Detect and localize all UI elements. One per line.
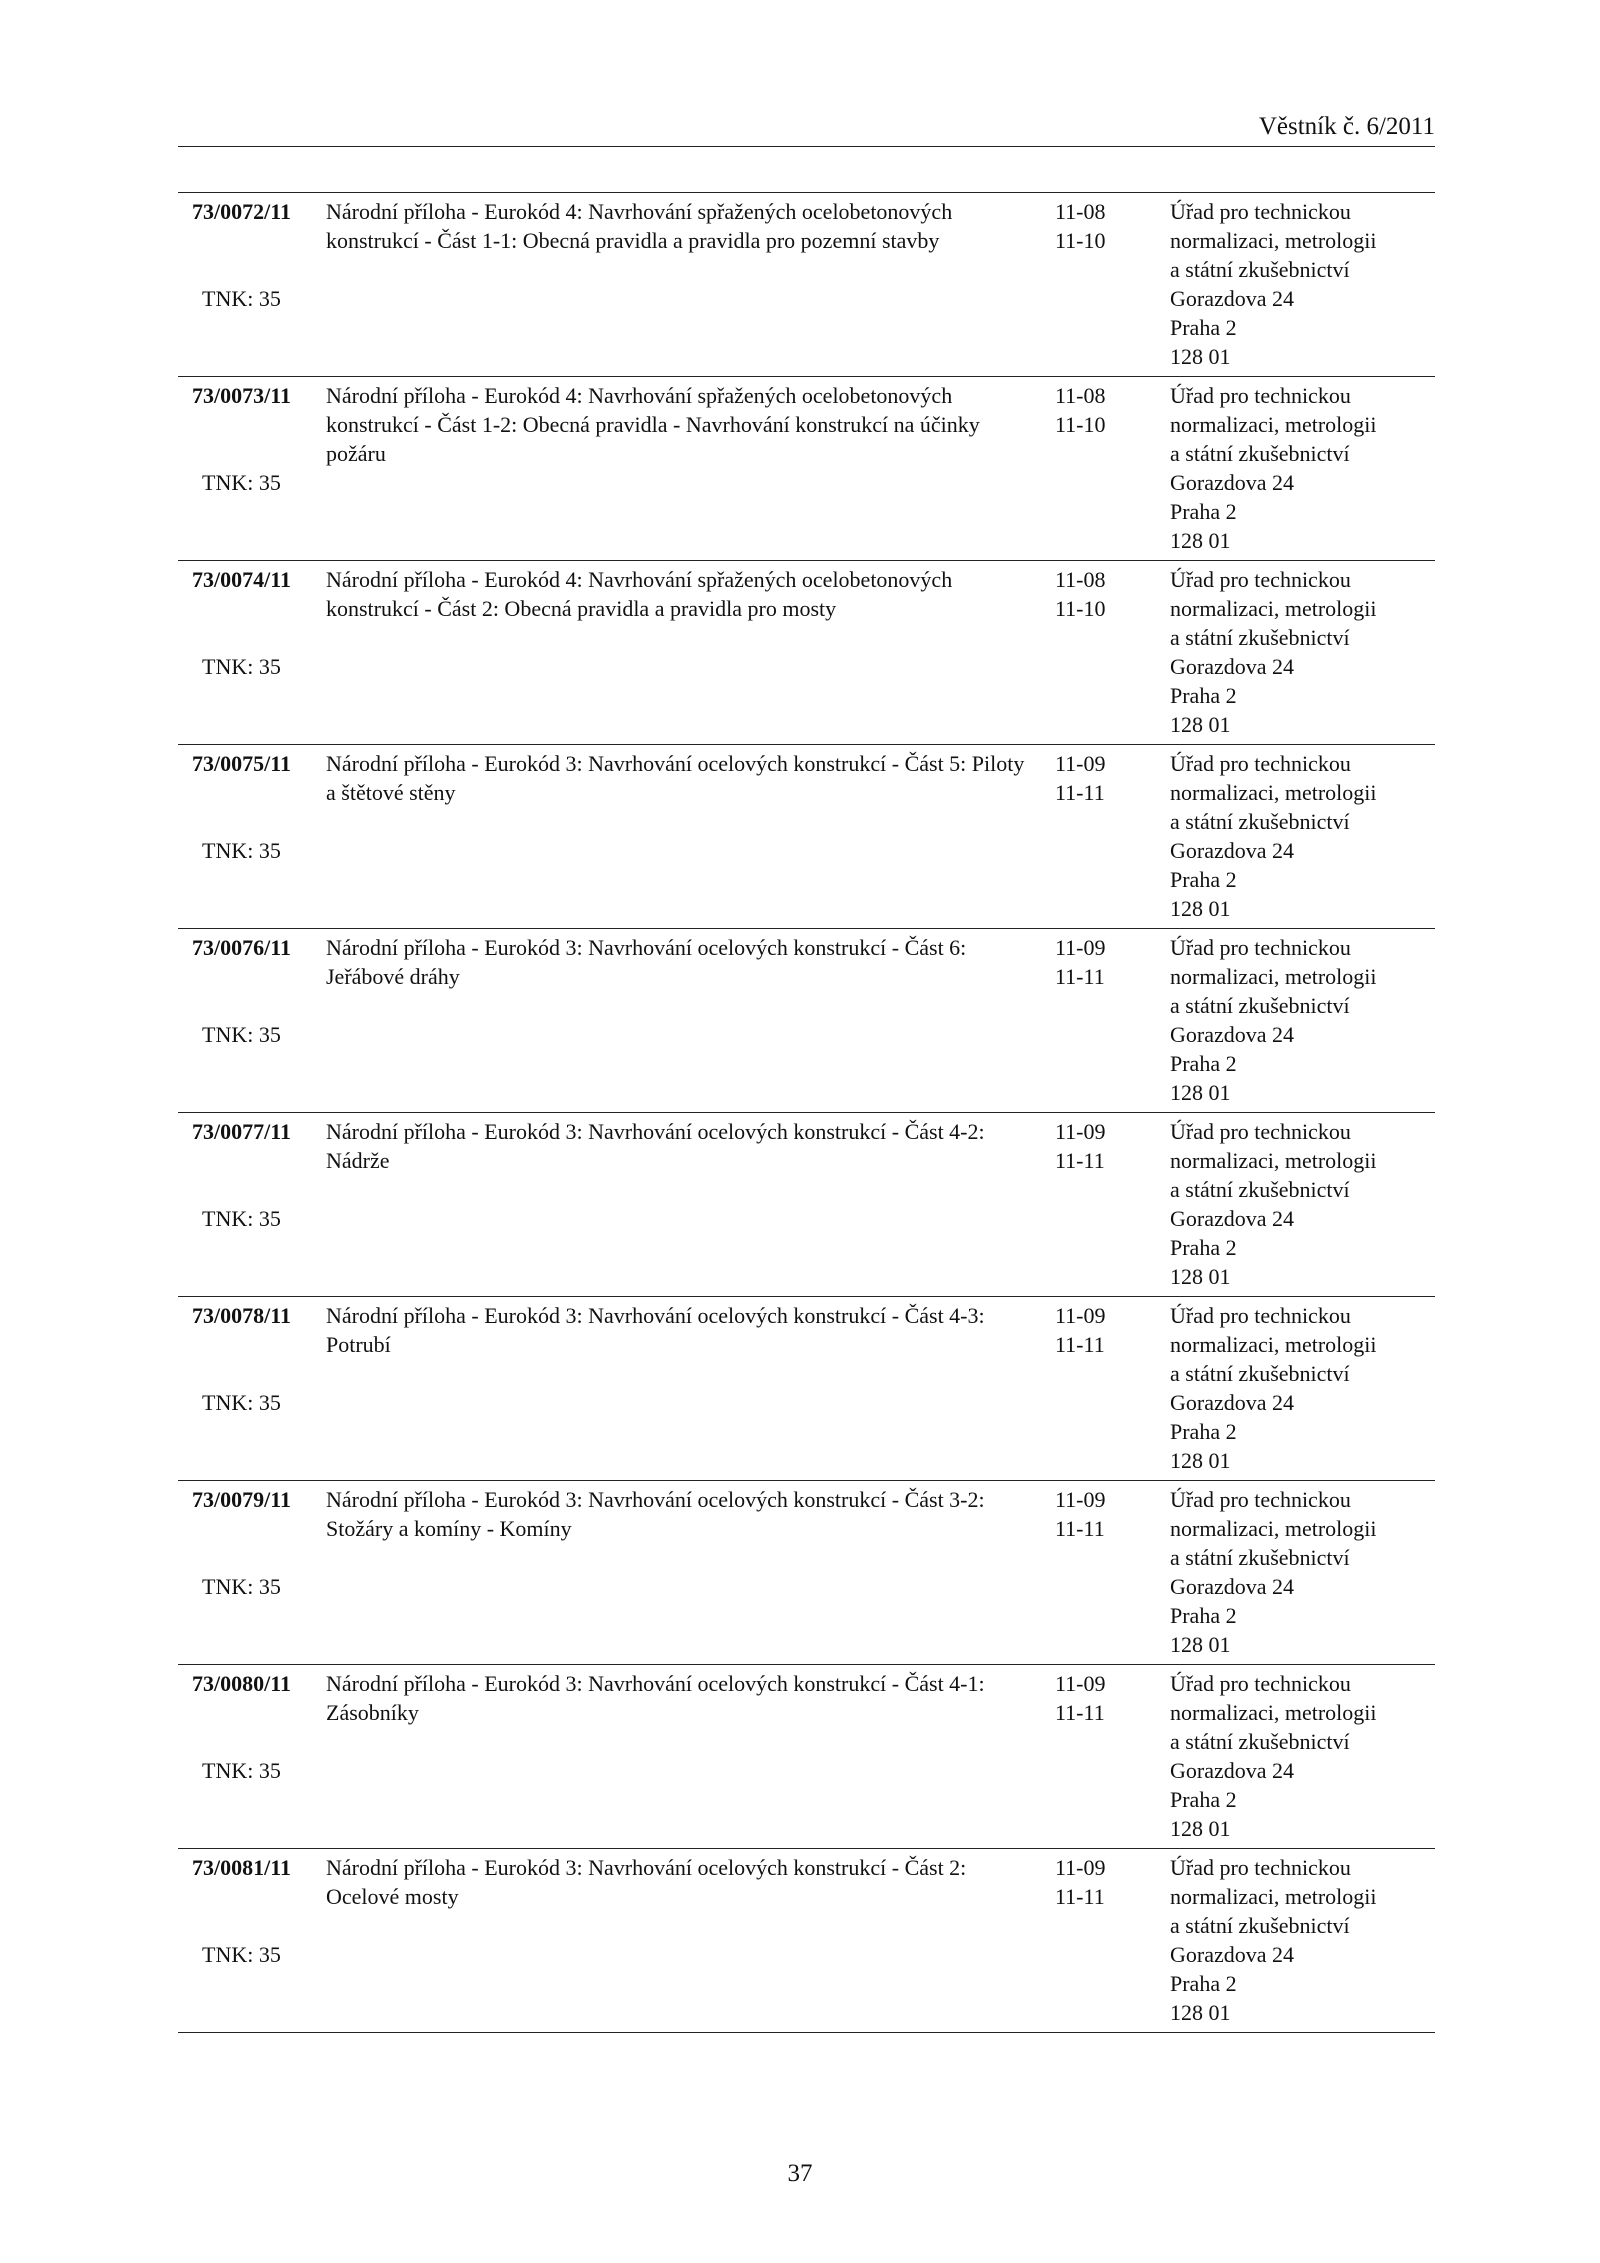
office-line: Praha 2 [1170, 1971, 1237, 1996]
office-line: a státní zkušebnictví [1170, 441, 1350, 466]
office-line: Gorazdova 24 [1170, 654, 1295, 679]
office-address [1170, 933, 1430, 1107]
entry-title: Národní příloha - Eurokód 4: Navrhování spřažených ocelobetonových konstrukcí - Část 1-2: Obecná pravidla - Navrhování konstrukcí na účinky požáru [326, 383, 980, 466]
tnk-label: TNK: 35 [202, 470, 281, 495]
office-line: Praha 2 [1170, 867, 1237, 892]
entry-number: 73/0080/11 [192, 1671, 292, 1696]
page-header: Věstník č. 6/2011 [1258, 113, 1435, 140]
date-to: 11-11 [1055, 780, 1105, 805]
office-line: normalizaci, metrologii [1170, 228, 1377, 253]
standard-entry [178, 376, 1435, 560]
office-line: Úřad pro technickou [1170, 1119, 1351, 1144]
office-line: 128 01 [1170, 1816, 1231, 1841]
entry-number: 73/0081/11 [192, 1855, 292, 1880]
office-line: Praha 2 [1170, 315, 1237, 340]
office-line: Praha 2 [1170, 1603, 1237, 1628]
entry-title: Národní příloha - Eurokód 3: Navrhování ocelových konstrukcí - Část 3-2: Stožáry a komíny - Komíny [326, 1487, 985, 1541]
entry-dates [1055, 381, 1125, 439]
page-number: 37 [787, 2160, 813, 2187]
entry-dates [1055, 197, 1125, 255]
office-line: a státní zkušebnictví [1170, 625, 1350, 650]
tnk-label: TNK: 35 [202, 1574, 281, 1599]
tnk-label: TNK: 35 [202, 286, 281, 311]
office-line: normalizaci, metrologii [1170, 964, 1377, 989]
date-from: 11-09 [1055, 1303, 1106, 1328]
office-line: normalizaci, metrologii [1170, 1700, 1377, 1725]
office-line: a státní zkušebnictví [1170, 1729, 1350, 1754]
date-to: 11-11 [1055, 964, 1105, 989]
office-line: Gorazdova 24 [1170, 286, 1295, 311]
office-address [1170, 1117, 1430, 1291]
office-line: Gorazdova 24 [1170, 1942, 1295, 1967]
office-address [1170, 1669, 1430, 1843]
entry-dates [1055, 1853, 1125, 1911]
entry-dates [1055, 749, 1125, 807]
office-line: Praha 2 [1170, 1787, 1237, 1812]
date-to: 11-10 [1055, 596, 1106, 621]
standard-entry [178, 1296, 1435, 1480]
date-to: 11-11 [1055, 1148, 1105, 1173]
office-address [1170, 197, 1430, 371]
office-line: 128 01 [1170, 1632, 1231, 1657]
entry-number: 73/0076/11 [192, 935, 292, 960]
standard-entry [178, 1112, 1435, 1296]
date-to: 11-11 [1055, 1884, 1105, 1909]
office-line: 128 01 [1170, 2000, 1231, 2025]
date-to: 11-11 [1055, 1332, 1105, 1357]
date-from: 11-09 [1055, 1119, 1106, 1144]
office-line: normalizaci, metrologii [1170, 596, 1377, 621]
entry-title: Národní příloha - Eurokód 3: Navrhování ocelových konstrukcí - Část 5: Piloty a štětové stěny [326, 751, 1025, 805]
tnk-label: TNK: 35 [202, 654, 281, 679]
office-line: 128 01 [1170, 344, 1231, 369]
office-line: normalizaci, metrologii [1170, 1884, 1377, 1909]
tnk-label: TNK: 35 [202, 1758, 281, 1783]
date-from: 11-09 [1055, 1487, 1106, 1512]
office-address [1170, 565, 1430, 739]
entry-dates [1055, 1669, 1125, 1727]
office-line: a státní zkušebnictví [1170, 257, 1350, 282]
office-line: Úřad pro technickou [1170, 1855, 1351, 1880]
office-address [1170, 1853, 1430, 2027]
entry-number: 73/0079/11 [192, 1487, 292, 1512]
office-line: normalizaci, metrologii [1170, 1332, 1377, 1357]
entry-title: Národní příloha - Eurokód 3: Navrhování ocelových konstrukcí - Část 4-2: Nádrže [326, 1119, 985, 1173]
office-line: Gorazdova 24 [1170, 1390, 1295, 1415]
standard-entry [178, 744, 1435, 928]
standard-entry [178, 928, 1435, 1112]
office-line: Gorazdova 24 [1170, 1574, 1295, 1599]
office-address [1170, 749, 1430, 923]
office-line: Praha 2 [1170, 499, 1237, 524]
date-from: 11-08 [1055, 383, 1106, 408]
entry-title: Národní příloha - Eurokód 4: Navrhování spřažených ocelobetonových konstrukcí - Část 2: Obecná pravidla a pravidla pro mosty [326, 567, 953, 621]
standard-entry [178, 1664, 1435, 1848]
entry-dates [1055, 1117, 1125, 1175]
tnk-label: TNK: 35 [202, 1390, 281, 1415]
entry-title: Národní příloha - Eurokód 3: Navrhování ocelových konstrukcí - Část 6: Jeřábové dráhy [326, 935, 967, 989]
entry-title: Národní příloha - Eurokód 3: Navrhování ocelových konstrukcí - Část 4-1: Zásobníky [326, 1671, 985, 1725]
office-line: Úřad pro technickou [1170, 1303, 1351, 1328]
office-address [1170, 1485, 1430, 1659]
header-divider [178, 146, 1435, 147]
office-line: Gorazdova 24 [1170, 838, 1295, 863]
date-from: 11-09 [1055, 1671, 1106, 1696]
entry-number: 73/0072/11 [192, 199, 292, 224]
office-line: a státní zkušebnictví [1170, 809, 1350, 834]
office-line: a státní zkušebnictví [1170, 1177, 1350, 1202]
office-line: Úřad pro technickou [1170, 751, 1351, 776]
office-line: Úřad pro technickou [1170, 567, 1351, 592]
office-line: Úřad pro technickou [1170, 935, 1351, 960]
office-address [1170, 381, 1430, 555]
date-to: 11-10 [1055, 412, 1106, 437]
office-line: 128 01 [1170, 1264, 1231, 1289]
standard-entry [178, 560, 1435, 744]
office-line: 128 01 [1170, 712, 1231, 737]
tnk-label: TNK: 35 [202, 1022, 281, 1047]
entry-number: 73/0075/11 [192, 751, 292, 776]
entry-dates [1055, 565, 1125, 623]
entry-title: Národní příloha - Eurokód 4: Navrhování spřažených ocelobetonových konstrukcí - Část 1-1: Obecná pravidla a pravidla pro pozemní stavby [326, 199, 953, 253]
office-line: normalizaci, metrologii [1170, 412, 1377, 437]
standard-entry [178, 192, 1435, 376]
entry-title: Národní příloha - Eurokód 3: Navrhování ocelových konstrukcí - Část 2: Ocelové mosty [326, 1855, 967, 1909]
office-line: Úřad pro technickou [1170, 383, 1351, 408]
date-from: 11-08 [1055, 567, 1106, 592]
date-from: 11-09 [1055, 751, 1106, 776]
office-line: Úřad pro technickou [1170, 1671, 1351, 1696]
office-line: Praha 2 [1170, 1235, 1237, 1260]
date-from: 11-09 [1055, 1855, 1106, 1880]
office-line: Praha 2 [1170, 683, 1237, 708]
tnk-label: TNK: 35 [202, 1942, 281, 1967]
standard-entry [178, 1848, 1435, 2032]
office-line: a státní zkušebnictví [1170, 1545, 1350, 1570]
office-line: normalizaci, metrologii [1170, 1516, 1377, 1541]
office-line: a státní zkušebnictví [1170, 993, 1350, 1018]
office-line: a státní zkušebnictví [1170, 1361, 1350, 1386]
date-to: 11-11 [1055, 1516, 1105, 1541]
entry-number: 73/0073/11 [192, 383, 292, 408]
standard-entry [178, 1480, 1435, 1664]
entry-number: 73/0077/11 [192, 1119, 292, 1144]
office-address [1170, 1301, 1430, 1475]
date-from: 11-09 [1055, 935, 1106, 960]
entry-dates [1055, 1301, 1125, 1359]
entry-number: 73/0074/11 [192, 567, 292, 592]
office-line: 128 01 [1170, 1080, 1231, 1105]
entry-title: Národní příloha - Eurokód 3: Navrhování ocelových konstrukcí - Část 4-3: Potrubí [326, 1303, 985, 1357]
office-line: Úřad pro technickou [1170, 199, 1351, 224]
standards-list [178, 192, 1435, 2033]
office-line: Úřad pro technickou [1170, 1487, 1351, 1512]
entry-dates [1055, 933, 1125, 991]
office-line: Praha 2 [1170, 1051, 1237, 1076]
office-line: Gorazdova 24 [1170, 1758, 1295, 1783]
office-line: normalizaci, metrologii [1170, 1148, 1377, 1173]
entry-number: 73/0078/11 [192, 1303, 292, 1328]
office-line: 128 01 [1170, 896, 1231, 921]
tnk-label: TNK: 35 [202, 838, 281, 863]
date-to: 11-10 [1055, 228, 1106, 253]
date-from: 11-08 [1055, 199, 1106, 224]
office-line: Gorazdova 24 [1170, 1206, 1295, 1231]
office-line: Gorazdova 24 [1170, 1022, 1295, 1047]
office-line: normalizaci, metrologii [1170, 780, 1377, 805]
tnk-label: TNK: 35 [202, 1206, 281, 1231]
office-line: 128 01 [1170, 528, 1231, 553]
office-line: Gorazdova 24 [1170, 470, 1295, 495]
office-line: Praha 2 [1170, 1419, 1237, 1444]
date-to: 11-11 [1055, 1700, 1105, 1725]
office-line: a státní zkušebnictví [1170, 1913, 1350, 1938]
entry-dates [1055, 1485, 1125, 1543]
office-line: 128 01 [1170, 1448, 1231, 1473]
